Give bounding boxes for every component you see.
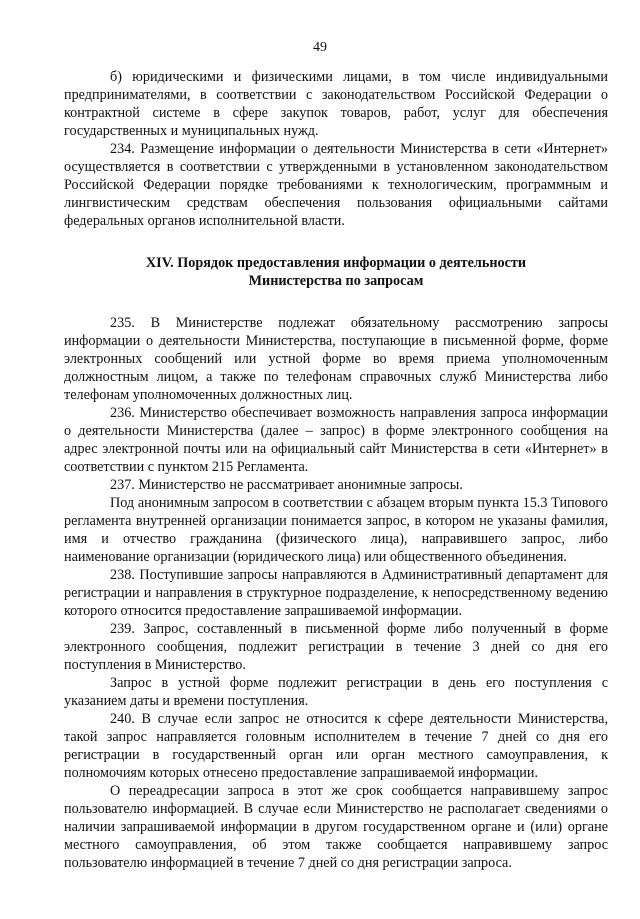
paragraph-237: 237. Министерство не рассматривает анонимные запросы. xyxy=(110,477,463,493)
paragraph-240-readdressing: О переадресации запроса в этот же срок сообщается направившему запрос пользователю информацией. В случае если Министерство не располагает сведениями о наличии запрашиваемой информации в другом государственном органе и (или) органе местного самоуправления, об этом также сообщается направившему запрос пользователю информацией в течение 7 дней со дня регистрации запроса. xyxy=(64,783,608,871)
document-body xyxy=(64,68,608,872)
section-heading xyxy=(64,254,608,290)
paragraph-237-anonymous-definition: Под анонимным запросом в соответствии с абзацем вторым пункта 15.3 Типового регламента внутренней организации понимается запрос, в котором не указаны фамилия, имя и отчество гражданина (физического лица), направившего запрос, либо наименование организации (юридического лица) или общественного объединения. xyxy=(64,495,608,565)
paragraph-234: 234. Размещение информации о деятельности Министерства в сети «Интернет» осуществляется в соответствии с утвержденными в установленном законодательством Российской Федерации порядке требованиями к технологическим, программным и лингвистическим средствам обеспечения пользования официальными сайтами федеральных органов исполнительной власти. xyxy=(64,141,608,229)
section-heading-line-2: Министерства по запросам xyxy=(248,273,424,289)
paragraph-236: 236. Министерство обеспечивает возможность направления запроса информации о деятельности Министерства (далее – запрос) в форме электронного сообщения на адрес электронной почты или на официальный сайт Министерства в сети «Интернет» в соответствии с пунктом 215 Регламента. xyxy=(64,405,608,475)
section-heading-line-1: XIV. Порядок предоставления информации о деятельности xyxy=(145,255,527,271)
paragraph-239-oral-request: Запрос в устной форме подлежит регистрации в день его поступления с указанием даты и времени поступления. xyxy=(64,675,608,709)
paragraph-240: 240. В случае если запрос не относится к сфере деятельности Министерства, такой запрос направляется головным исполнителем в течение 7 дней со дня его регистрации в государственный орган или орган местного самоуправления, к полномочиям которых отнесено предоставление запрашиваемой информации. xyxy=(64,711,608,781)
paragraph-235: 235. В Министерстве подлежат обязательному рассмотрению запросы информации о деятельности Министерства, поступающие в письменной форме, форме электронных сообщений или устной форме во время приема уполномоченным должностным лицом, а также по телефонам справочных служб Министерства либо телефонам уполномоченных должностных лиц. xyxy=(64,315,608,403)
paragraph-238: 238. Поступившие запросы направляются в Административный департамент для регистрации и направления в структурное подразделение, к непосредственному ведению которого относится предоставление запрашиваемой информации. xyxy=(64,567,608,619)
page-number: 49 xyxy=(313,40,327,55)
paragraph-233b: б) юридическими и физическими лицами, в том числе индивидуальными предпринимателями, в соответствии с законодательством Российской Федерации о контрактной системе в сфере закупок товаров, работ, услуг для обеспечения государственных и муниципальных нужд. xyxy=(64,69,608,139)
paragraph-239: 239. Запрос, составленный в письменной форме либо полученный в форме электронного сообщения, подлежит регистрации в течение 3 дней со дня его поступления в Министерство. xyxy=(64,621,608,673)
